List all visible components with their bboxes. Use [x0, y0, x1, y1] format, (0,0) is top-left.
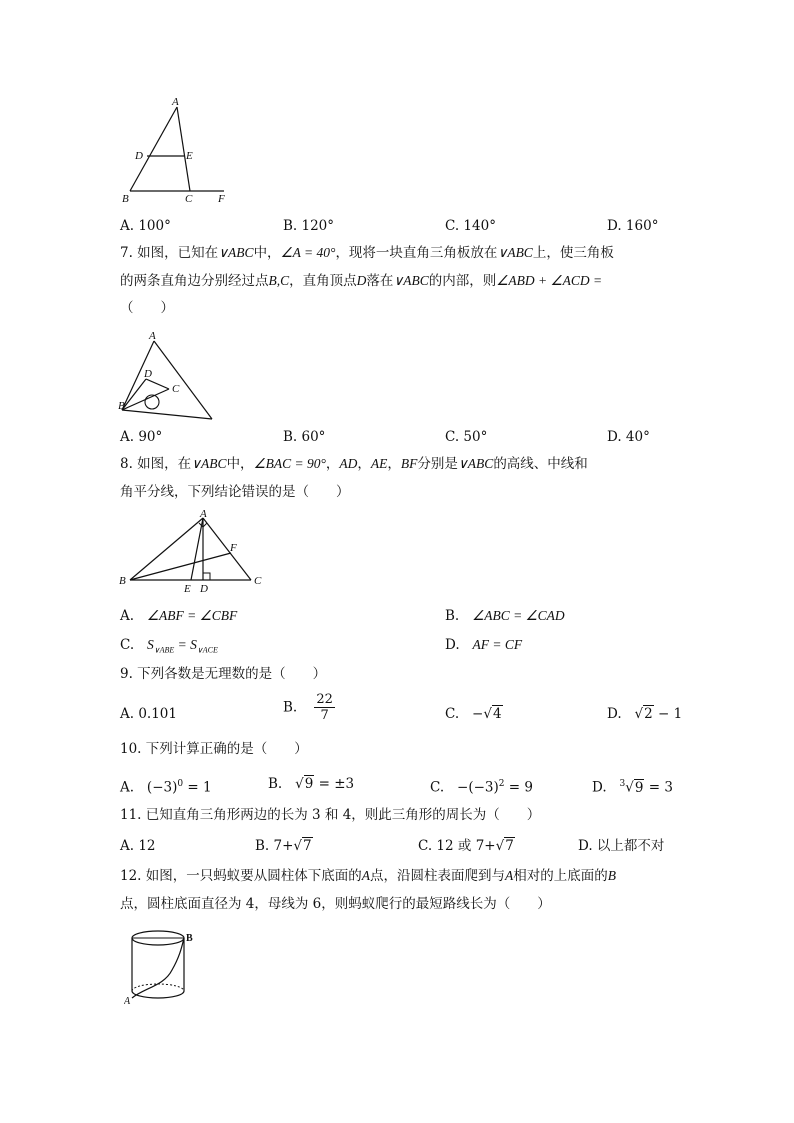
radicand: 7 [505, 838, 514, 854]
q7-stem-line3: （ ） [120, 300, 174, 316]
q12-point-a: A [361, 868, 371, 883]
area-sub2: ∨ACE [196, 645, 218, 655]
fraction-denominator: 7 [320, 708, 329, 723]
segment-ab [130, 107, 177, 191]
q7-stem-line2 [120, 272, 602, 290]
q11-option-b[interactable] [255, 837, 313, 855]
label-a: A [172, 96, 179, 108]
segment-bc [122, 410, 212, 419]
label-b: B [119, 575, 126, 587]
q8-ad: AD [339, 456, 358, 471]
q7-option-d[interactable]: D. 40° [607, 429, 650, 445]
q8-option-d[interactable] [445, 636, 522, 654]
q8-text: 中， [226, 456, 254, 472]
ant-path [132, 938, 184, 998]
option-expression: ∠ABF = ∠CBF [146, 608, 238, 623]
q8-angle: ∠BAC = 90° [253, 456, 326, 471]
option-letter: D. [445, 637, 460, 653]
label-b: B [186, 933, 193, 944]
radicand: 4 [492, 706, 502, 722]
sqrt-icon: √ [483, 706, 492, 722]
option-letter: C. [445, 706, 460, 722]
q7-stem-line1 [120, 244, 614, 262]
q8-bf: BF [400, 456, 418, 471]
q6-option-a[interactable]: A. 100° [120, 218, 171, 234]
label-d: D [144, 368, 152, 380]
option-tail: − 1 [653, 706, 683, 722]
q7-text: ，直角顶点 [289, 273, 357, 289]
q6-option-d[interactable]: D. 160° [607, 218, 659, 234]
q8-text: ， [325, 456, 340, 472]
segment-ac [154, 341, 212, 419]
label-c: C [254, 575, 262, 587]
minus-sign: − [472, 706, 484, 722]
segment-ac [203, 518, 251, 580]
q7-option-c[interactable]: C. 50° [445, 429, 488, 445]
option-prefix: C. 12 或 7+ [418, 838, 496, 854]
q10-option-a[interactable] [120, 775, 212, 797]
q11-option-c[interactable] [418, 837, 515, 855]
option-letter: B. [283, 699, 298, 716]
q6-option-c[interactable]: C. 140° [445, 218, 496, 234]
q7-text: 的两条直角边分别经过点 [120, 273, 269, 289]
radicand: 2 [644, 706, 653, 722]
q8-text: ， [387, 456, 401, 472]
sqrt-icon: √ [293, 838, 303, 854]
q7-text: 上，使三角板 [532, 245, 614, 261]
q11-option-d[interactable]: D. 以上都不对 [578, 838, 665, 854]
q12-point-a: A [505, 868, 514, 883]
q7-triangle: ∨ABC [218, 245, 254, 260]
label-f: F [230, 542, 237, 554]
segment-ac [177, 107, 190, 191]
option-letter: A. [120, 779, 135, 796]
q6-figure [118, 94, 230, 204]
root-index: 3 [619, 779, 626, 789]
q8-text: 8. 如图，在 [120, 456, 192, 472]
radicand: 9 [634, 779, 644, 796]
q8-triangle: ∨ABC [457, 456, 494, 471]
q8-option-b[interactable] [445, 607, 565, 625]
q7-text: 落在 [366, 273, 394, 289]
cylinder-bottom-back [132, 984, 184, 991]
label-a: A [200, 508, 207, 520]
q12-stem-line1 [120, 867, 616, 885]
q10-option-d[interactable] [592, 775, 673, 797]
q7-option-b[interactable]: B. 60° [283, 429, 326, 445]
option-expression: ∠ABC = ∠CAD [472, 608, 565, 623]
q9-option-a[interactable]: A. 0.101 [120, 706, 177, 722]
option-letter: A. [120, 608, 135, 624]
q7-text: ，现将一块直角三角板放在 [335, 245, 498, 261]
label-a: A [149, 330, 156, 342]
label-c: C [172, 383, 180, 395]
label-f: F [218, 193, 225, 204]
option-tail: = 3 [644, 779, 673, 796]
label-e: E [186, 150, 193, 162]
q6-option-b[interactable]: B. 120° [283, 218, 335, 234]
q8-option-a[interactable] [120, 607, 237, 625]
option-letter: D. [607, 706, 622, 722]
q7-text: 中， [253, 245, 281, 261]
label-d: D [135, 150, 143, 162]
sqrt-icon: √ [634, 706, 644, 722]
option-letter: B. [268, 776, 283, 792]
power-base: (−3) [146, 779, 178, 796]
sqrt-icon: √ [495, 838, 505, 854]
q12-text: 点，沿圆柱表面爬到与 [370, 868, 506, 884]
q7-option-a[interactable]: A. 90° [120, 429, 163, 445]
q11-stem: 11. 已知直角三角形两边的长为 3 和 4，则此三角形的周长为（ ） [120, 807, 541, 823]
option-expression: AF = CF [472, 637, 523, 652]
label-b: B [118, 400, 125, 412]
option-letter: C. [430, 779, 445, 796]
q7-text: 7. 如图，已知在 [120, 245, 219, 261]
area-eq: = S [174, 637, 197, 652]
q8-text: ， [357, 456, 371, 472]
segment-dc [146, 379, 169, 389]
q12-text: 相对的上底面的 [513, 868, 608, 884]
q9-option-c[interactable] [445, 705, 503, 723]
option-letter: D. [592, 779, 607, 796]
radicand: 7 [303, 838, 312, 854]
q8-text: 分别是 [417, 456, 458, 472]
q7-text: 的内部，则 [428, 273, 497, 289]
q9-option-d[interactable] [607, 705, 682, 723]
q12-text: 12. 如图，一只蚂蚁要从圆柱体下底面的 [120, 868, 362, 884]
option-tail: = 1 [183, 779, 212, 796]
label-a: A [124, 996, 131, 1007]
option-letter: C. [120, 637, 135, 653]
area-sub1: ∨ABE [153, 645, 175, 655]
fraction [314, 692, 335, 723]
q8-stem-line2: 角平分线，下列结论错误的是（ ） [120, 484, 350, 500]
q12-stem-line2: 点，圆柱底面直径为 4，母线为 6，则蚂蚁爬行的最短路线长为（ ） [120, 896, 551, 912]
label-d: D [200, 583, 208, 595]
q7-point-d: D [356, 273, 367, 288]
q8-stem-line1 [120, 455, 588, 473]
option-tail: = ±3 [314, 776, 355, 792]
q7-triangle: ∨ABC [393, 273, 429, 288]
q9-option-b[interactable] [283, 692, 335, 723]
right-angle-mark-d [203, 573, 210, 580]
q8-option-c[interactable] [120, 636, 218, 660]
power-base: −(−3) [457, 779, 499, 796]
sqrt-icon: √ [625, 779, 634, 796]
power-exponent: 2 [498, 779, 505, 789]
q12-cylinder-figure [124, 926, 200, 1008]
q11-option-a[interactable]: A. 12 [120, 838, 156, 854]
q9-stem: 9. 下列各数是无理数的是（ ） [120, 666, 327, 682]
q12-point-b: B [607, 868, 617, 883]
label-e: E [184, 583, 191, 595]
label-c: C [185, 193, 193, 204]
q10-option-b[interactable] [268, 775, 354, 793]
q7-triangle: ∨ABC [497, 245, 533, 260]
option-tail: = 9 [504, 779, 533, 796]
sqrt-icon: √ [295, 776, 304, 792]
q10-stem: 10. 下列计算正确的是（ ） [120, 741, 308, 757]
q7-expression: ∠ABD + ∠ACD = [496, 273, 603, 288]
q8-ae: AE [370, 456, 388, 471]
q10-option-c[interactable] [430, 775, 533, 797]
option-prefix: B. 7+ [255, 838, 294, 854]
q8-triangle: ∨ABC [191, 456, 227, 471]
q8-text: 的高线、中线和 [493, 456, 588, 472]
area-s1: S [147, 637, 154, 652]
q8-figure [116, 508, 268, 596]
label-b: B [122, 193, 129, 204]
radicand: 9 [304, 776, 314, 792]
q7-figure [116, 328, 218, 422]
power-exponent: 0 [177, 779, 184, 789]
cylinder-bottom-front [132, 991, 184, 998]
q7-angle: ∠A = 40° [280, 245, 336, 260]
fraction-numerator: 22 [316, 692, 333, 707]
option-letter: B. [445, 608, 460, 624]
q7-points: B,C [268, 273, 290, 288]
